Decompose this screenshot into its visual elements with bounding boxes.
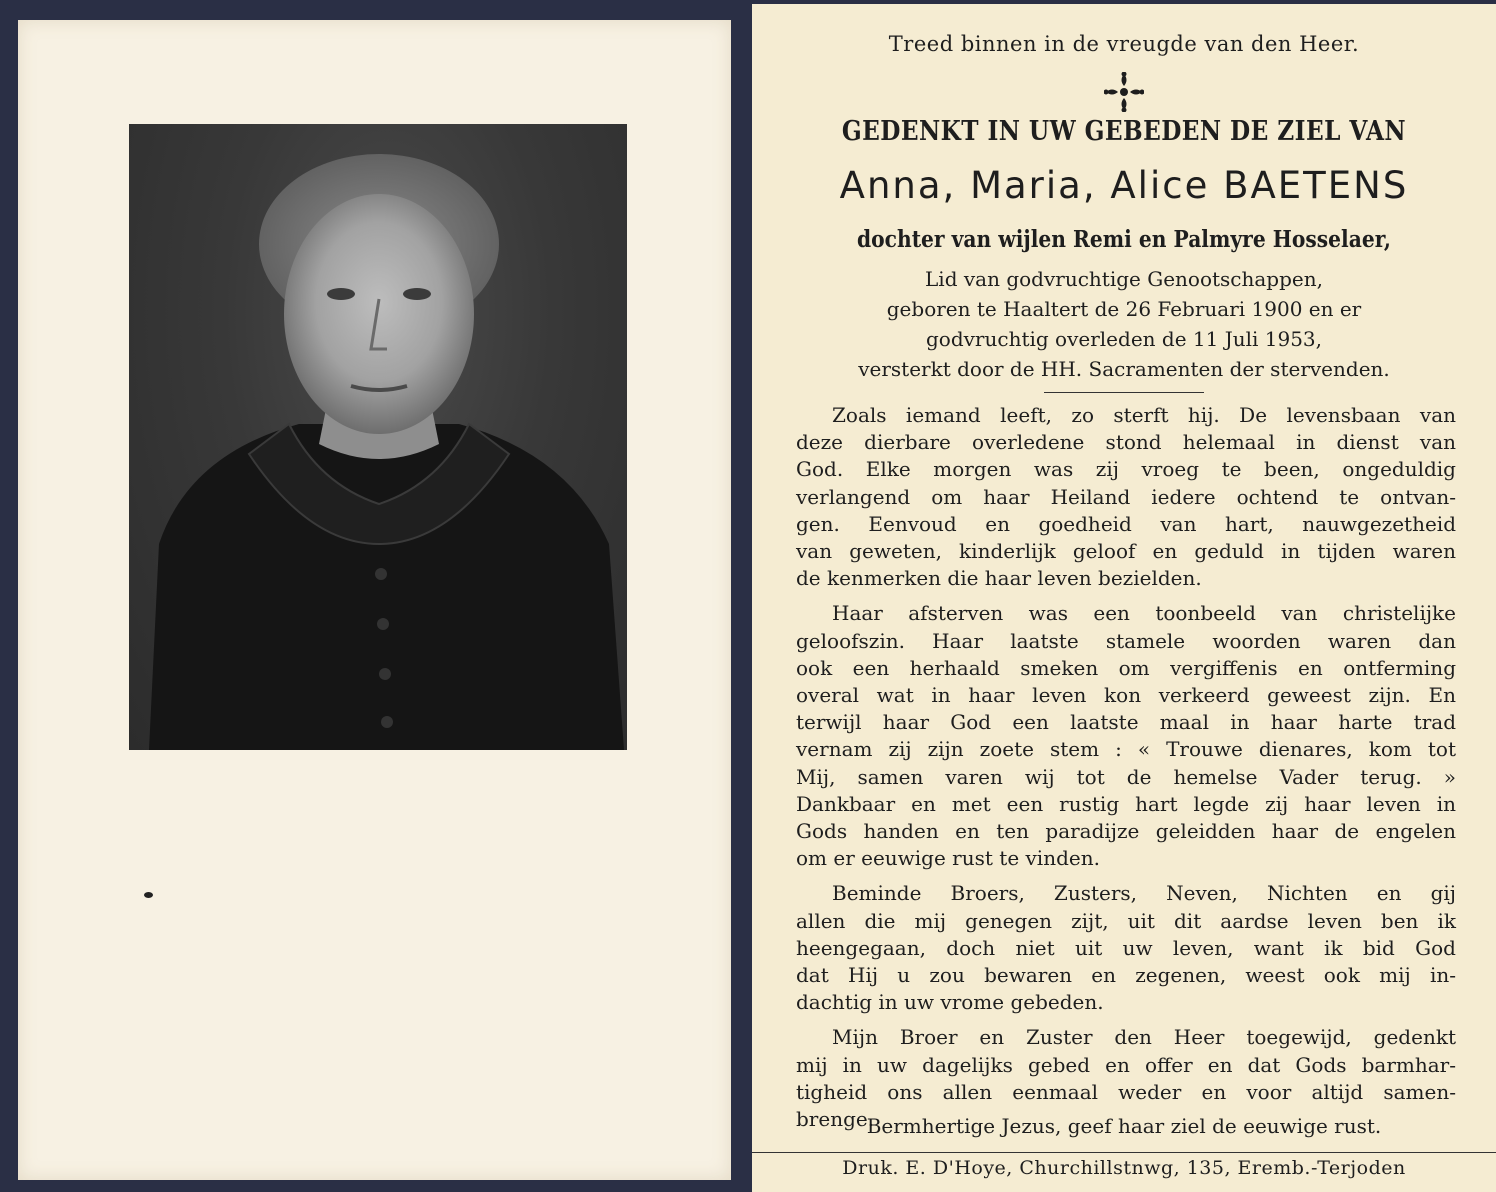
portrait-photo bbox=[129, 124, 627, 750]
text-line: verlangend om haar Heiland iedere ochtend te ontvan- bbox=[796, 484, 1456, 509]
text-line: vernam zij zijn zoete stem : « Trouwe dienares, kom tot bbox=[796, 737, 1456, 762]
text-line: Mij, samen varen wij tot de hemelse Vader terug. » bbox=[796, 764, 1456, 789]
text-line: Mijn Broer en Zuster den Heer toegewijd, gedenkt bbox=[832, 1025, 1456, 1050]
deceased-name: Anna, Maria, Alice BAETENS bbox=[839, 164, 1409, 207]
detail-line: Lid van godvruchtige Genootschappen, bbox=[925, 267, 1323, 291]
text-line: dat Hij u zou bewaren en zegenen, weest ook mij in- bbox=[796, 963, 1456, 988]
text-line: Zoals iemand leeft, zo sterft hij. De levensbaan van bbox=[832, 403, 1456, 427]
parents-line: dochter van wijlen Remi en Palmyre Hosselaer, bbox=[857, 226, 1391, 253]
text-line: God. Elke morgen was zij vroeg te been, ongeduldig bbox=[796, 457, 1456, 482]
photo-card bbox=[18, 20, 731, 1180]
motto: Treed binnen in de vreugde van den Heer. bbox=[888, 32, 1360, 56]
bottom-rule bbox=[752, 1152, 1496, 1153]
text-line: mij in uw dagelijks gebed en offer en dat Gods barmhar- bbox=[796, 1052, 1456, 1077]
detail-line: versterkt door de HH. Sacramenten der stervenden. bbox=[858, 357, 1390, 381]
paragraph bbox=[796, 880, 1456, 1016]
text-line: de kenmerken die haar leven bezielden. bbox=[796, 566, 1202, 591]
cross-icon bbox=[1104, 72, 1144, 112]
text-card bbox=[752, 4, 1496, 1192]
paper-spot bbox=[144, 892, 153, 898]
text-line: Haar afsterven was een toonbeeld van christelijke bbox=[832, 601, 1456, 626]
portrait-illustration bbox=[129, 124, 627, 750]
text-line: dachtig in uw vrome gebeden. bbox=[796, 990, 1104, 1015]
text-line: gen. Eenvoud en goedheid van hart, nauwgezetheid bbox=[796, 511, 1456, 536]
detail-line: godvruchtig overleden de 11 Juli 1953, bbox=[925, 327, 1322, 351]
text-line: allen die mij genegen zijt, uit dit aardse leven ben ik bbox=[796, 908, 1456, 933]
body-text bbox=[796, 402, 1456, 1133]
printer-credit: Druk. E. D'Hoye, Churchillstnwg, 135, Eremb.-Terjoden bbox=[842, 1157, 1406, 1179]
text-line: Dankbaar en met een rustig hart legde zij haar leven in bbox=[796, 791, 1456, 816]
divider bbox=[1044, 392, 1204, 393]
text-line: brenge. bbox=[796, 1107, 875, 1132]
text-line: ook een herhaald smeken om vergiffenis en ontferming bbox=[796, 655, 1456, 680]
farewell-prayer: Bermhertige Jezus, geef haar ziel de eeuwige rust. bbox=[866, 1114, 1382, 1138]
paragraph bbox=[796, 600, 1456, 872]
text-line: overal wat in haar leven kon verkeerd geweest zijn. En bbox=[796, 683, 1456, 708]
text-line: geloofszin. Haar laatste stamele woorden waren dan bbox=[796, 628, 1456, 653]
text-line: om er eeuwige rust te vinden. bbox=[796, 846, 1100, 871]
text-line: Beminde Broers, Zusters, Neven, Nichten en gij bbox=[832, 881, 1456, 906]
details-block bbox=[752, 264, 1496, 384]
text-line: van geweten, kinderlijk geloof en geduld in tijden waren bbox=[796, 539, 1456, 564]
text-line: heengegaan, doch niet uit uw leven, want ik bid God bbox=[796, 935, 1456, 960]
paragraph bbox=[796, 402, 1456, 592]
heading: GEDENKT IN UW GEBEDEN DE ZIEL VAN bbox=[841, 116, 1407, 147]
detail-line: geboren te Haaltert de 26 Februari 1900 en er bbox=[886, 297, 1362, 321]
text-line: tigheid ons allen eenmaal weder en voor altijd samen- bbox=[796, 1079, 1456, 1104]
text-line: Gods handen en ten paradijze geleidden haar de engelen bbox=[796, 819, 1456, 844]
text-line: deze dierbare overledene stond helemaal in dienst van bbox=[796, 430, 1456, 455]
text-line: terwijl haar God een laatste maal in haar harte trad bbox=[796, 710, 1456, 735]
